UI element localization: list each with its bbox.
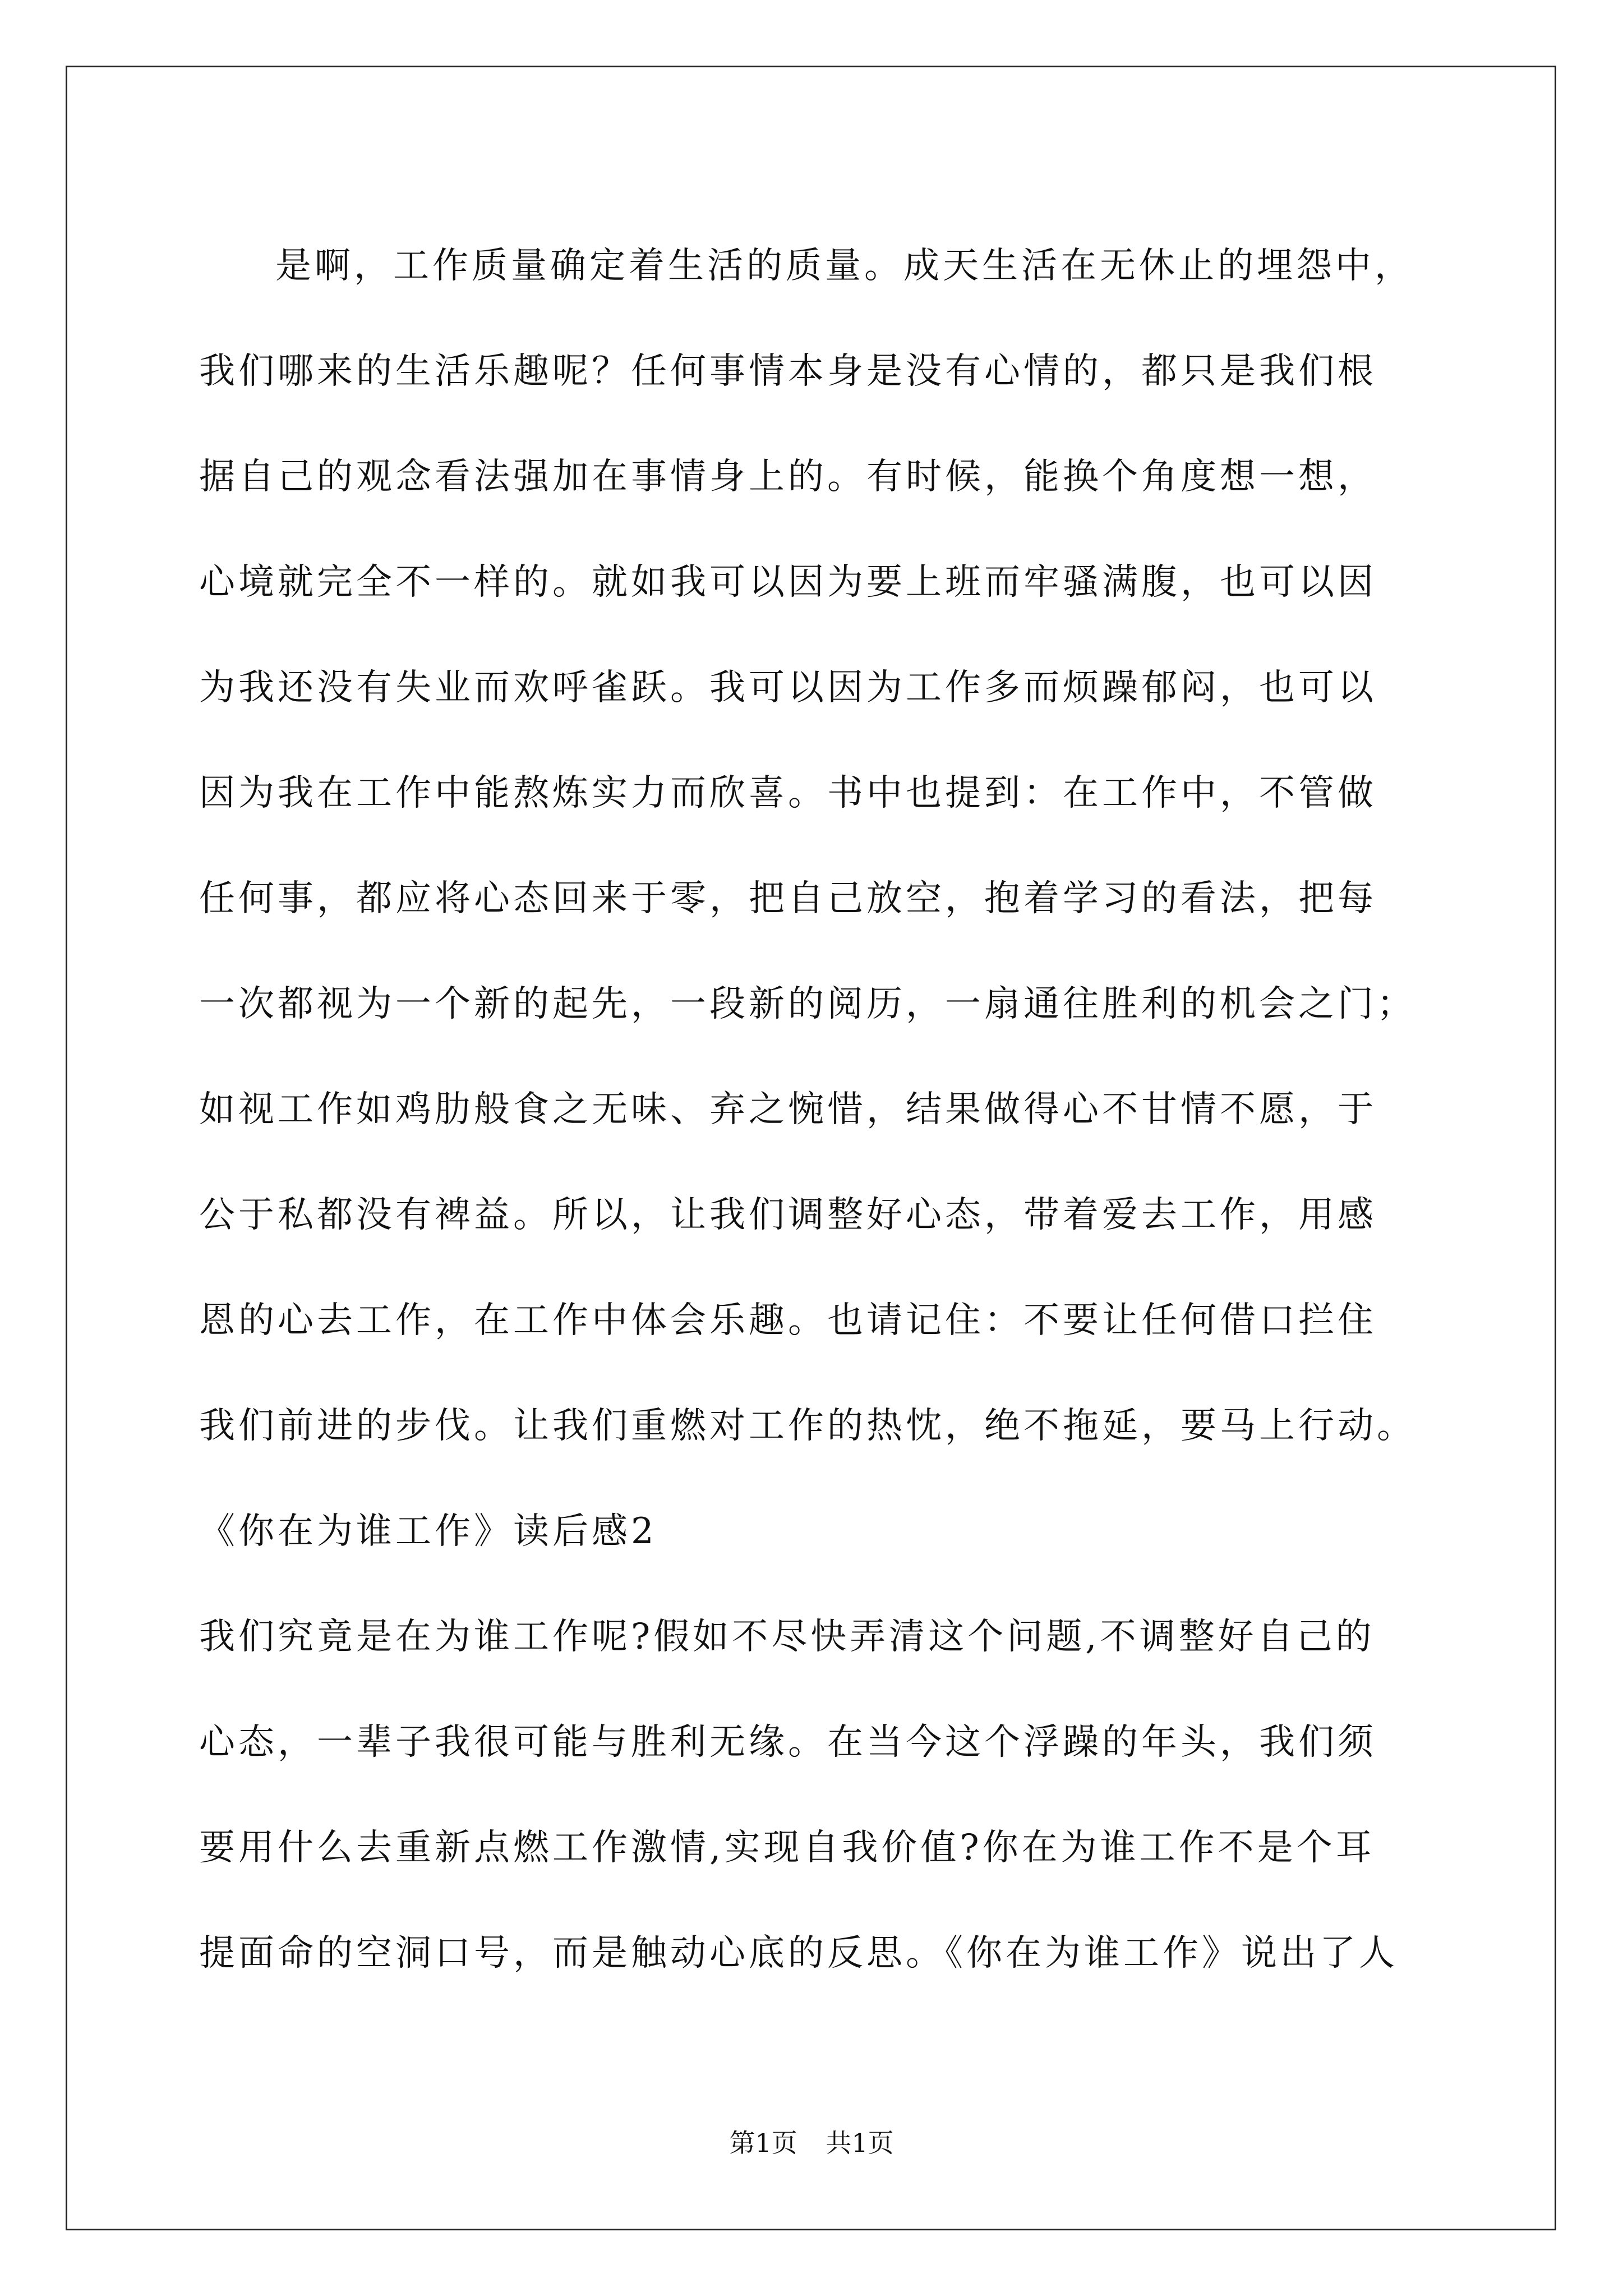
paragraph-line: 提面命的空洞口号，而是触动心底的反思。《你在为谁工作》说出了人 (199, 1932, 1398, 1974)
paragraph-line: 一次都视为一个新的起先，一段新的阅历，一扇通往胜利的机会之门； (199, 983, 1416, 1025)
page-footer (0, 2123, 1623, 2160)
paragraph-line: 恩的心去工作，在工作中体会乐趣。也请记住：不要让任何借口拦住 (199, 1300, 1377, 1341)
section-heading: 《你在为谁工作》读后感2 (199, 1511, 657, 1552)
page-number: 第1页 (729, 2128, 797, 2158)
paragraph-line: 公于私都没有裨益。所以，让我们调整好心态，带着爱去工作，用感 (199, 1194, 1377, 1236)
paragraph-line: 心态，一辈子我很可能与胜利无缘。在当今这个浮躁的年头，我们须 (199, 1722, 1377, 1763)
paragraph-line: 我们究竟是在为谁工作呢?假如不尽快弄清这个问题,不调整好自己的 (199, 1616, 1375, 1658)
paragraph-line: 我们哪来的生活乐趣呢？任何事情本身是没有心情的，都只是我们根 (199, 351, 1377, 392)
paragraph-line: 为我还没有失业而欢呼雀跃。我可以因为工作多而烦躁郁闷，也可以 (199, 667, 1377, 708)
paragraph-line: 要用什么去重新点燃工作激情,实现自我价值?你在为谁工作不是个耳 (199, 1827, 1375, 1869)
page-total: 共1页 (826, 2128, 894, 2158)
paragraph-line: 任何事，都应将心态回来于零，把自己放空，抱着学习的看法，把每 (199, 878, 1377, 919)
paragraph-line: 因为我在工作中能熬炼实力而欣喜。书中也提到：在工作中，不管做 (199, 772, 1377, 814)
paragraph-line: 如视工作如鸡肋般食之无味、弃之惋惜，结果做得心不甘情不愿，于 (199, 1089, 1377, 1130)
document-body (199, 213, 1433, 2006)
paragraph-line: 心境就完全不一样的。就如我可以因为要上班而牢骚满腹，也可以因 (199, 562, 1377, 603)
paragraph-line: 据自己的观念看法强加在事情身上的。有时候，能换个角度想一想， (199, 456, 1377, 498)
paragraph-line: 是啊，工作质量确定着生活的质量。成天生活在无休止的埋怨中， (275, 245, 1414, 287)
paragraph-line: 我们前进的步伐。让我们重燃对工作的热忱，绝不拖延，要马上行动。 (199, 1405, 1416, 1447)
